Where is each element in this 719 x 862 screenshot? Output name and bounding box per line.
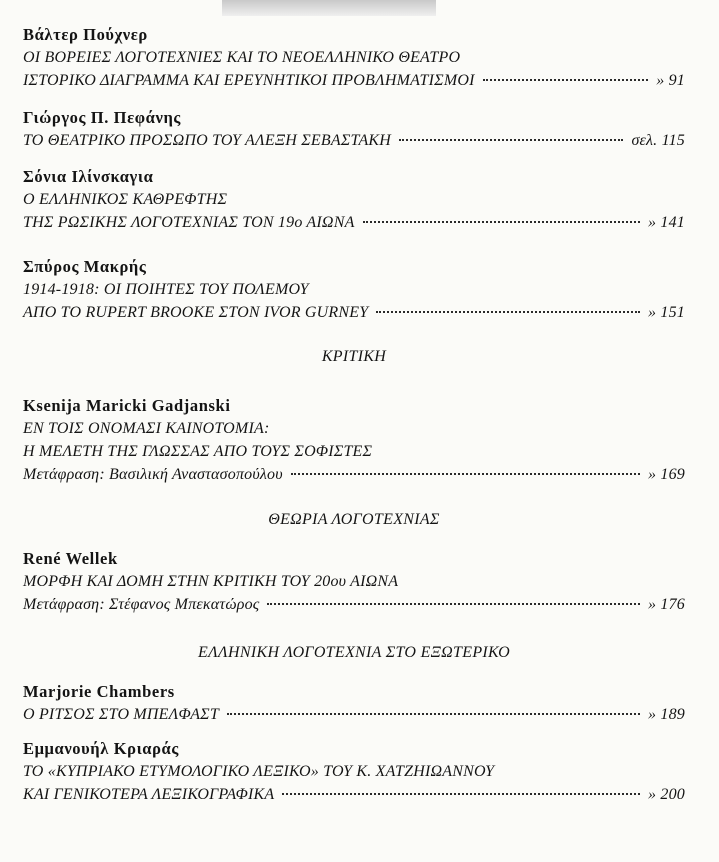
dot-leader (399, 139, 623, 141)
table-of-contents (23, 14, 685, 806)
entry-last-line (23, 69, 685, 92)
entry-title-line: ΕΝ ΤΟΙΣ ΟΝΟΜΑΣΙ ΚΑΙΝΟΤΟΜΙΑ: (23, 420, 270, 437)
entry-title-line: 1914-1918: ΟΙ ΠΟΙΗΤΕΣ ΤΟΥ ΠΟΛΕΜΟΥ (23, 281, 309, 298)
entry-title-line: ΜΟΡΦΗ ΚΑΙ ΔΟΜΗ ΣΤΗΝ ΚΡΙΤΙΚΗ ΤΟΥ 20ου ΑΙΩΝΑ (23, 573, 399, 590)
entry-last-line (23, 301, 685, 324)
entry-page-number: » 169 (648, 466, 685, 483)
toc-entry (23, 395, 685, 486)
entry-last-line (23, 593, 685, 616)
entry-last-line (23, 703, 685, 726)
entry-title-line: ΤΗΣ ΡΩΣΙΚΗΣ ΛΟΓΟΤΕΧΝΙΑΣ ΤΟΝ 19ο ΑΙΩΝΑ (23, 214, 355, 231)
toc-entry (23, 548, 685, 616)
entry-author: Σόνια Ιλίνσκαγια (23, 167, 154, 186)
entry-page-number: σελ. 115 (631, 132, 685, 149)
toc-entry (23, 256, 685, 324)
entry-title-line: Ο ΕΛΛΗΝΙΚΟΣ ΚΑΘΡΕΦΤΗΣ (23, 191, 228, 208)
entry-page-number: » 151 (648, 304, 685, 321)
entry-author: Βάλτερ Πούχνερ (23, 25, 148, 44)
toc-entry (23, 166, 685, 234)
entry-page-number: » 141 (648, 214, 685, 231)
dot-leader (483, 79, 649, 81)
entry-translator: Μετάφραση: Βασιλική Αναστασοπούλου (23, 466, 283, 483)
entry-title-line: Η ΜΕΛΕΤΗ ΤΗΣ ΓΛΩΣΣΑΣ ΑΠΟ ΤΟΥΣ ΣΟΦΙΣΤΕΣ (23, 443, 373, 460)
section-heading: ΕΛΛΗΝΙΚΗ ΛΟΓΟΤΕΧΝΙΑ ΣΤΟ ΕΞΩΤΕΡΙΚΟ (198, 644, 510, 661)
entry-last-line (23, 783, 685, 806)
entry-author: Σπύρος Μακρής (23, 257, 147, 276)
section-heading: ΚΡΙΤΙΚΗ (321, 348, 387, 365)
entry-title-line: ΙΣΤΟΡΙΚΟ ΔΙΑΓΡΑΜΜΑ ΚΑΙ ΕΡΕΥΝΗΤΙΚΟΙ ΠΡΟΒΛΗΜΑΤΙΣΜΟΙ (23, 72, 475, 89)
dot-leader (282, 793, 640, 795)
entry-author: Ksenija Maricki Gadjanski (23, 396, 231, 415)
entry-author: René Wellek (23, 549, 118, 568)
entry-author: Εμμανουήλ Κριαράς (23, 739, 179, 758)
toc-entry (23, 681, 685, 726)
toc-entry (23, 24, 685, 92)
toc-entry (23, 738, 685, 806)
dot-leader (363, 221, 640, 223)
dot-leader (267, 603, 640, 605)
entry-title-line: ΤΟ ΘΕΑΤΡΙΚΟ ΠΡΟΣΩΠΟ ΤΟΥ ΑΛΕΞΗ ΣΕΒΑΣΤΑΚΗ (23, 132, 392, 149)
entry-page-number: » 176 (648, 596, 685, 613)
entry-page-number: » 189 (648, 706, 685, 723)
dot-leader (376, 311, 640, 313)
entry-author: Marjorie Chambers (23, 682, 175, 701)
entry-last-line (23, 129, 685, 152)
entry-last-line (23, 211, 685, 234)
entry-title-line: ΤΟ «ΚΥΠΡΙΑΚΟ ΕΤΥΜΟΛΟΓΙΚΟ ΛΕΞΙΚΟ» ΤΟΥ Κ. ΧΑΤΖΗΙΩΑΝΝΟΥ (23, 763, 495, 780)
entry-page-number: » 91 (656, 72, 685, 89)
toc-entry (23, 107, 685, 152)
section-heading: ΘΕΩΡΙΑ ΛΟΓΟΤΕΧΝΙΑΣ (268, 511, 440, 528)
entry-title-line: ΑΠΟ ΤΟ RUPERT BROOKE ΣΤΟΝ IVOR GURNEY (23, 304, 369, 321)
entry-author: Γιώργος Π. Πεφάνης (23, 108, 181, 127)
dot-leader (291, 473, 640, 475)
entry-last-line (23, 463, 685, 486)
entry-title-line: ΚΑΙ ΓΕΝΙΚΟΤΕΡΑ ΛΕΞΙΚΟΓΡΑΦΙΚΑ (23, 786, 275, 803)
entry-title-line: Ο ΡΙΤΣΟΣ ΣΤΟ ΜΠΕΛΦΑΣΤ (23, 706, 219, 723)
entry-translator: Μετάφραση: Στέφανος Μπεκατώρος (23, 596, 260, 613)
dot-leader (227, 713, 640, 715)
entry-title-line: ΟΙ ΒΟΡΕΙΕΣ ΛΟΓΟΤΕΧΝΙΕΣ ΚΑΙ ΤΟ ΝΕΟΕΛΛΗΝΙΚΟ ΘΕΑΤΡΟ (23, 49, 461, 66)
entry-page-number: » 200 (648, 786, 685, 803)
